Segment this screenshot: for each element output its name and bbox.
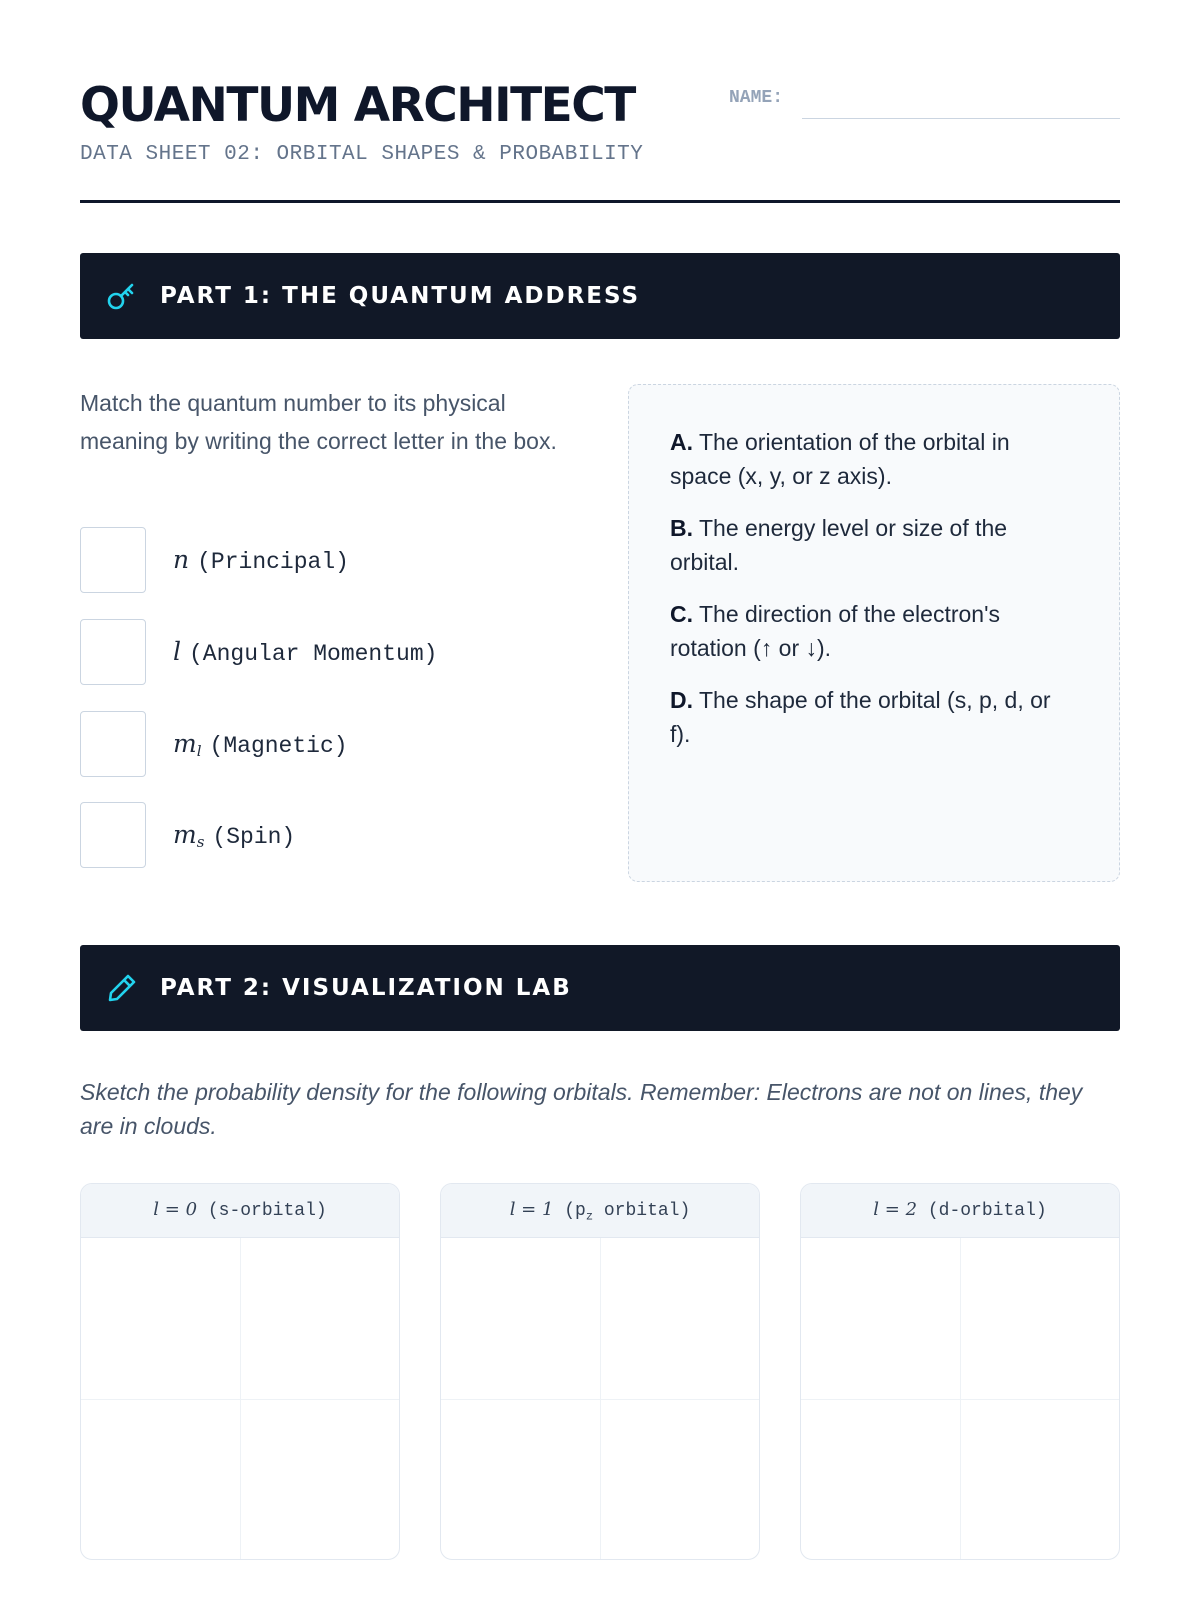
match-row-spin bbox=[80, 802, 560, 868]
quantum-number-label: n (Principal) bbox=[173, 545, 349, 575]
part1-header bbox=[80, 253, 1120, 339]
page-title: QUANTUM ARCHITECT bbox=[80, 78, 635, 133]
panel-title: l = 1 ($p_z$ orbital) bbox=[441, 1184, 759, 1238]
grid-line bbox=[441, 1399, 759, 1400]
match-row-principal bbox=[80, 527, 560, 593]
definition-d: D. The shape of the orbital (s, p, d, or f). bbox=[670, 687, 1051, 747]
answer-box-angular[interactable] bbox=[80, 619, 146, 685]
definition-c: C. The direction of the electron's rotation (↑ or ↓). bbox=[670, 601, 1000, 661]
definition-b: B. The energy level or size of the orbital. bbox=[670, 515, 1008, 575]
match-row-angular bbox=[80, 619, 560, 685]
quantum-number-label: $m_s$ (Spin) bbox=[173, 820, 296, 851]
pencil-icon bbox=[106, 972, 138, 1004]
answer-box-spin[interactable] bbox=[80, 802, 146, 868]
quantum-number-label: $m_l$ (Magnetic) bbox=[173, 729, 348, 760]
definition-a: A. The orientation of the orbital in space (x, y, or z axis). bbox=[670, 429, 1010, 489]
match-row-magnetic bbox=[80, 711, 560, 777]
grid-line bbox=[801, 1399, 1119, 1400]
panel-title: l = 2 (d-orbital) bbox=[801, 1184, 1119, 1238]
name-field[interactable] bbox=[802, 118, 1120, 119]
header-divider bbox=[80, 200, 1120, 203]
worksheet-page bbox=[80, 0, 1120, 1600]
sketch-panel-p[interactable] bbox=[440, 1183, 760, 1560]
answer-box-principal[interactable] bbox=[80, 527, 146, 593]
quantum-number-label: l (Angular Momentum) bbox=[173, 637, 438, 667]
part2-instructions: Sketch the probability density for the following orbitals. Remember: Electrons are not on lines, they are in clouds. bbox=[80, 1079, 1083, 1139]
key-icon bbox=[106, 280, 138, 312]
part2-header bbox=[80, 945, 1120, 1031]
sketch-panel-d[interactable] bbox=[800, 1183, 1120, 1560]
part1-instructions: Match the quantum number to its physical meaning by writing the correct letter in the box. bbox=[80, 390, 557, 454]
name-label: NAME: bbox=[729, 88, 784, 108]
part2-title: PART 2: VISUALIZATION LAB bbox=[160, 975, 572, 1001]
panel-title: l = 0 (s-orbital) bbox=[81, 1184, 399, 1238]
definitions-box bbox=[628, 384, 1120, 882]
sketch-panel-s[interactable] bbox=[80, 1183, 400, 1560]
part1-title: PART 1: THE QUANTUM ADDRESS bbox=[160, 283, 641, 309]
grid-line bbox=[81, 1399, 399, 1400]
answer-box-magnetic[interactable] bbox=[80, 711, 146, 777]
page-subtitle: DATA SHEET 02: ORBITAL SHAPES & PROBABILITY bbox=[80, 143, 644, 166]
